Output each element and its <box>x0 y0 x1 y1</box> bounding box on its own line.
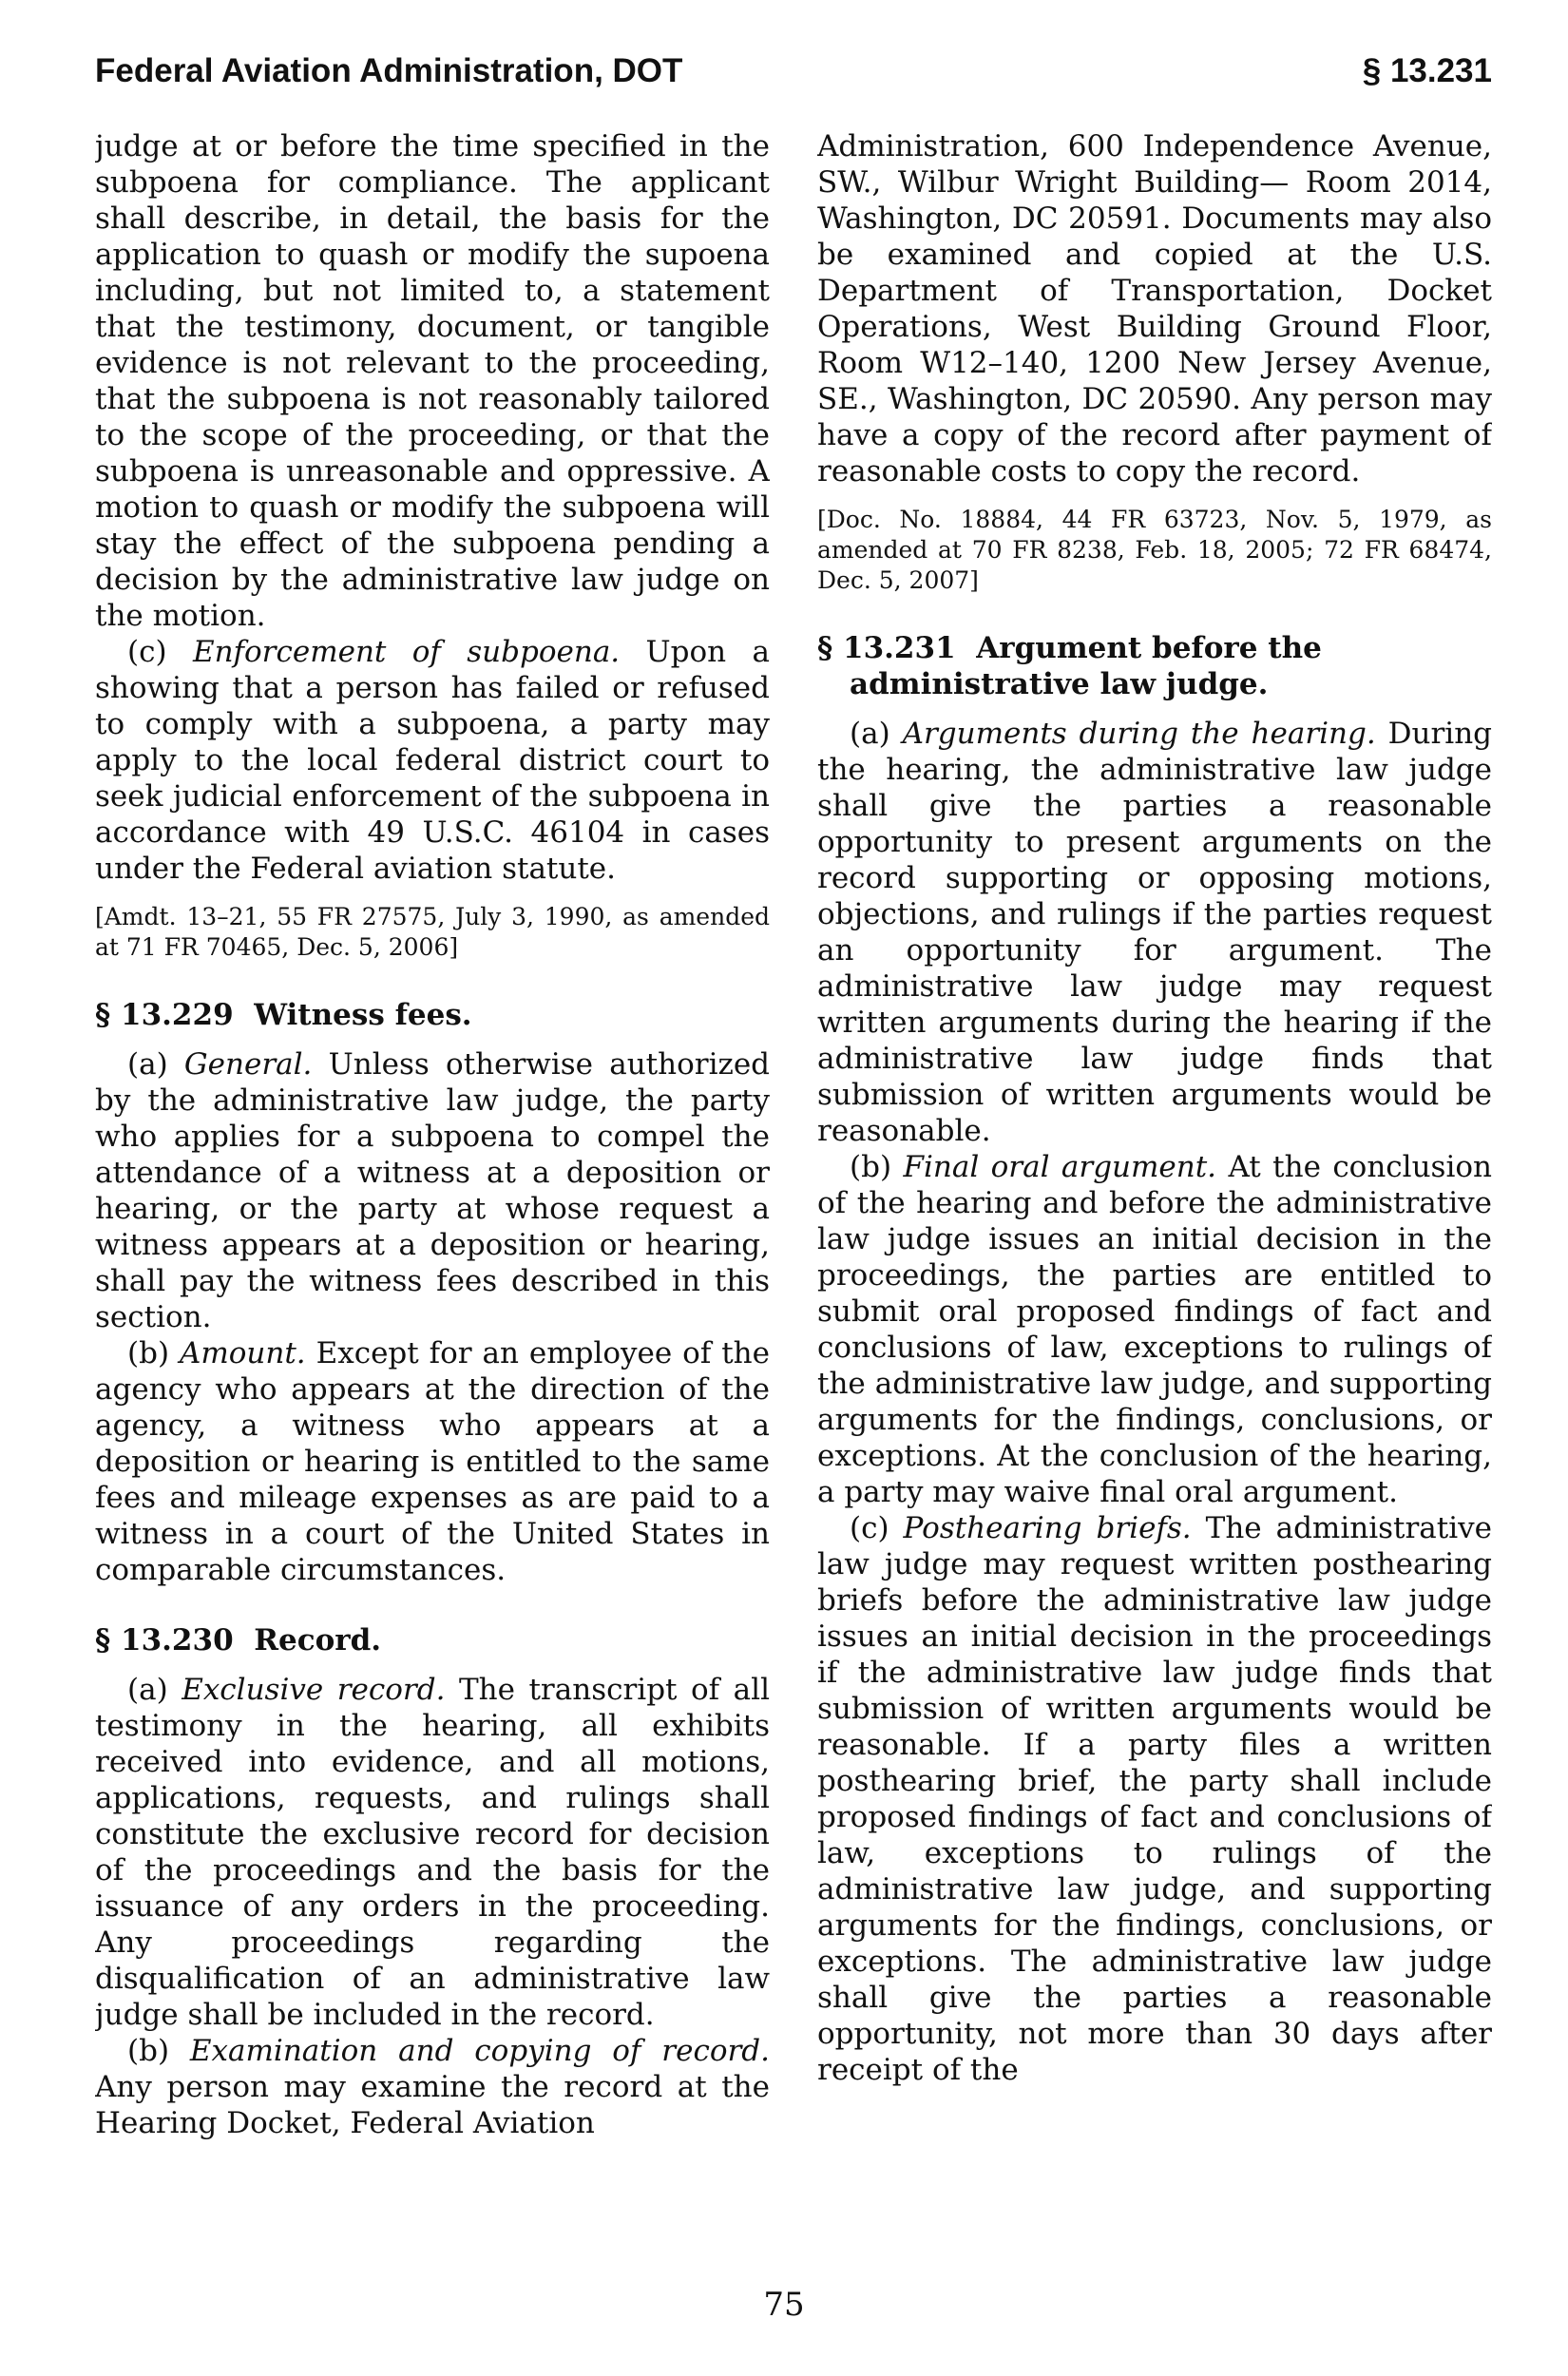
paragraph-examination <box>95 2033 770 2141</box>
paragraph-text: Upon a showing that a person has failed or refused to comply with a subpoena, a party may apply to the local federal district court to seek judicial enforcement of the subpoena in accordance with 49 U.S.C. 46104 in cases under the Federal aviation statute. <box>95 635 770 886</box>
paragraph-general <box>95 1046 770 1335</box>
paragraph-label: (a) <box>127 1047 168 1082</box>
section-number: § 13.229 <box>95 998 234 1032</box>
paragraph-heading: Exclusive record. <box>182 1673 446 1707</box>
section-title: Witness fees. <box>254 998 472 1032</box>
paragraph-text: The transcript of all testimony in the hearing, all exhibits received into evidence, and all motions, applications, requests, and rulings shall constitute the exclusive record for decision of the proceedings and the basis for the issuance of any orders in the proceeding. Any proceedings regarding the disqualification of an administrative law judge shall be included in the record. <box>95 1673 770 2032</box>
section-title: Record. <box>254 1623 382 1657</box>
paragraph-label: (a) <box>850 717 890 751</box>
paragraph-amount <box>95 1335 770 1588</box>
paragraph-heading: General. <box>183 1047 313 1082</box>
paragraph: judge at or before the time specified in the subpoena for compliance. The applicant shall describe, in detail, the basis for the application to quash or modify the supoena including, but not limited to, a statement that the testimony, document, or tangible evidence is not relevant to the proceeding, that the subpoena is not reasonably tailored to the scope of the proceeding, or that the subpoena is unreasonable and oppressive. A motion to quash or modify the subpoena will stay the effect of the subpoena pending a decision by the administrative law judge on the motion. <box>95 129 770 633</box>
running-header <box>95 52 1492 100</box>
paragraph-label: (c) <box>850 1511 889 1545</box>
paragraph-heading: Posthearing briefs. <box>903 1511 1192 1545</box>
paragraph-posthearing-briefs <box>817 1510 1492 2088</box>
paragraph-label: (a) <box>127 1673 168 1707</box>
paragraph-heading: Arguments during the hearing. <box>902 717 1376 751</box>
right-column <box>817 128 1492 2238</box>
paragraph-label: (b) <box>127 1336 170 1370</box>
paragraph-text: Except for an employee of the agency who appears at the direction of the agency, a witness who appears at a deposition or hearing is entitled to the same fees and mileage expenses as are paid to a witness in a court of the United States in comparable circumstances. <box>95 1336 770 1587</box>
section-number: § 13.230 <box>95 1623 234 1657</box>
paragraph-final-oral-argument <box>817 1149 1492 1510</box>
section-number: § 13.231 <box>817 631 956 665</box>
paragraph-heading: Amount. <box>179 1336 306 1370</box>
left-column <box>95 128 770 2238</box>
amendment-citation: [Amdt. 13–21, 55 FR 27575, July 3, 1990, as amended at 71 FR 70465, Dec. 5, 2006] <box>95 903 770 961</box>
paragraph-text: During the hearing, the administrative law judge shall give the parties a reasonable opportunity to present arguments on the record supporting or opposing motions, objections, and rulings if the parties request an opportunity for argument. The administrative law judge may request written arguments during the hearing if the administrative law judge finds that submission of written arguments would be reasonable. <box>817 717 1492 1148</box>
section-title: Argument before the administrative law judge. <box>850 631 1322 701</box>
amendment-citation: [Doc. No. 18884, 44 FR 63723, Nov. 5, 1979, as amended at 70 FR 8238, Feb. 18, 2005; 72 FR 68474, Dec. 5, 2007] <box>817 506 1492 594</box>
section-heading-13-230 <box>95 1622 770 1658</box>
paragraph-text: Any person may examine the record at the Hearing Docket, Federal Aviation <box>95 2070 770 2140</box>
paragraph-enforcement <box>95 634 770 887</box>
paragraph-heading: Examination and copying of record. <box>189 2034 770 2068</box>
paragraph-label: (b) <box>850 1150 892 1184</box>
paragraph-exclusive-record <box>95 1672 770 2033</box>
paragraph-label: (b) <box>127 2034 170 2068</box>
paragraph-text: The administrative law judge may request written posthearing briefs before the administrative law judge issues an initial decision in the proceedings if the administrative law judge finds that submission of written arguments would be reasonable. If a party files a written posthearing brief, the party shall include proposed findings of fact and conclusions of law, exceptions to rulings of the administrative law judge, and supporting arguments for the findings, conclusions, or exceptions. The administrative law judge shall give the parties a reasonable opportunity, not more than 30 days after receipt of the <box>817 1511 1492 2087</box>
page-number: 75 <box>763 2286 805 2324</box>
section-heading-13-231 <box>817 630 1492 702</box>
section-heading-13-229 <box>95 997 770 1033</box>
paragraph-text: Unless otherwise authorized by the administrative law judge, the party who applies for a subpoena to compel the attendance of a witness at a deposition or hearing, or the party at whose request a witness appears at a deposition or hearing, shall pay the witness fees described in this section. <box>95 1047 770 1334</box>
paragraph-text: At the conclusion of the hearing and before the administrative law judge issues an initial decision in the proceedings, the parties are entitled to submit oral proposed findings of fact and conclusions of law, exceptions to rulings of the administrative law judge, and supporting arguments for the findings, conclusions, or exceptions. At the conclusion of the hearing, a party may waive final oral argument. <box>817 1150 1492 1509</box>
paragraph-label: (c) <box>127 635 167 669</box>
header-agency-title: Federal Aviation Administration, DOT <box>95 52 683 89</box>
paragraph-arguments-hearing <box>817 716 1492 1149</box>
header-section-number: § 13.231 <box>1362 52 1492 89</box>
paragraph: Administration, 600 Independence Avenue, SW., Wilbur Wright Building— Room 2014, Washington, DC 20591. Documents may also be examined and copied at the U.S. Department of Transportation, Docket Operations, West Building Ground Floor, Room W12–140, 1200 New Jersey Avenue, SE., Washington, DC 20590. Any person may have a copy of the record after payment of reasonable costs to copy the record. <box>817 129 1492 489</box>
paragraph-heading: Final oral argument. <box>903 1150 1217 1184</box>
paragraph-heading: Enforcement of subpoena. <box>192 635 621 669</box>
